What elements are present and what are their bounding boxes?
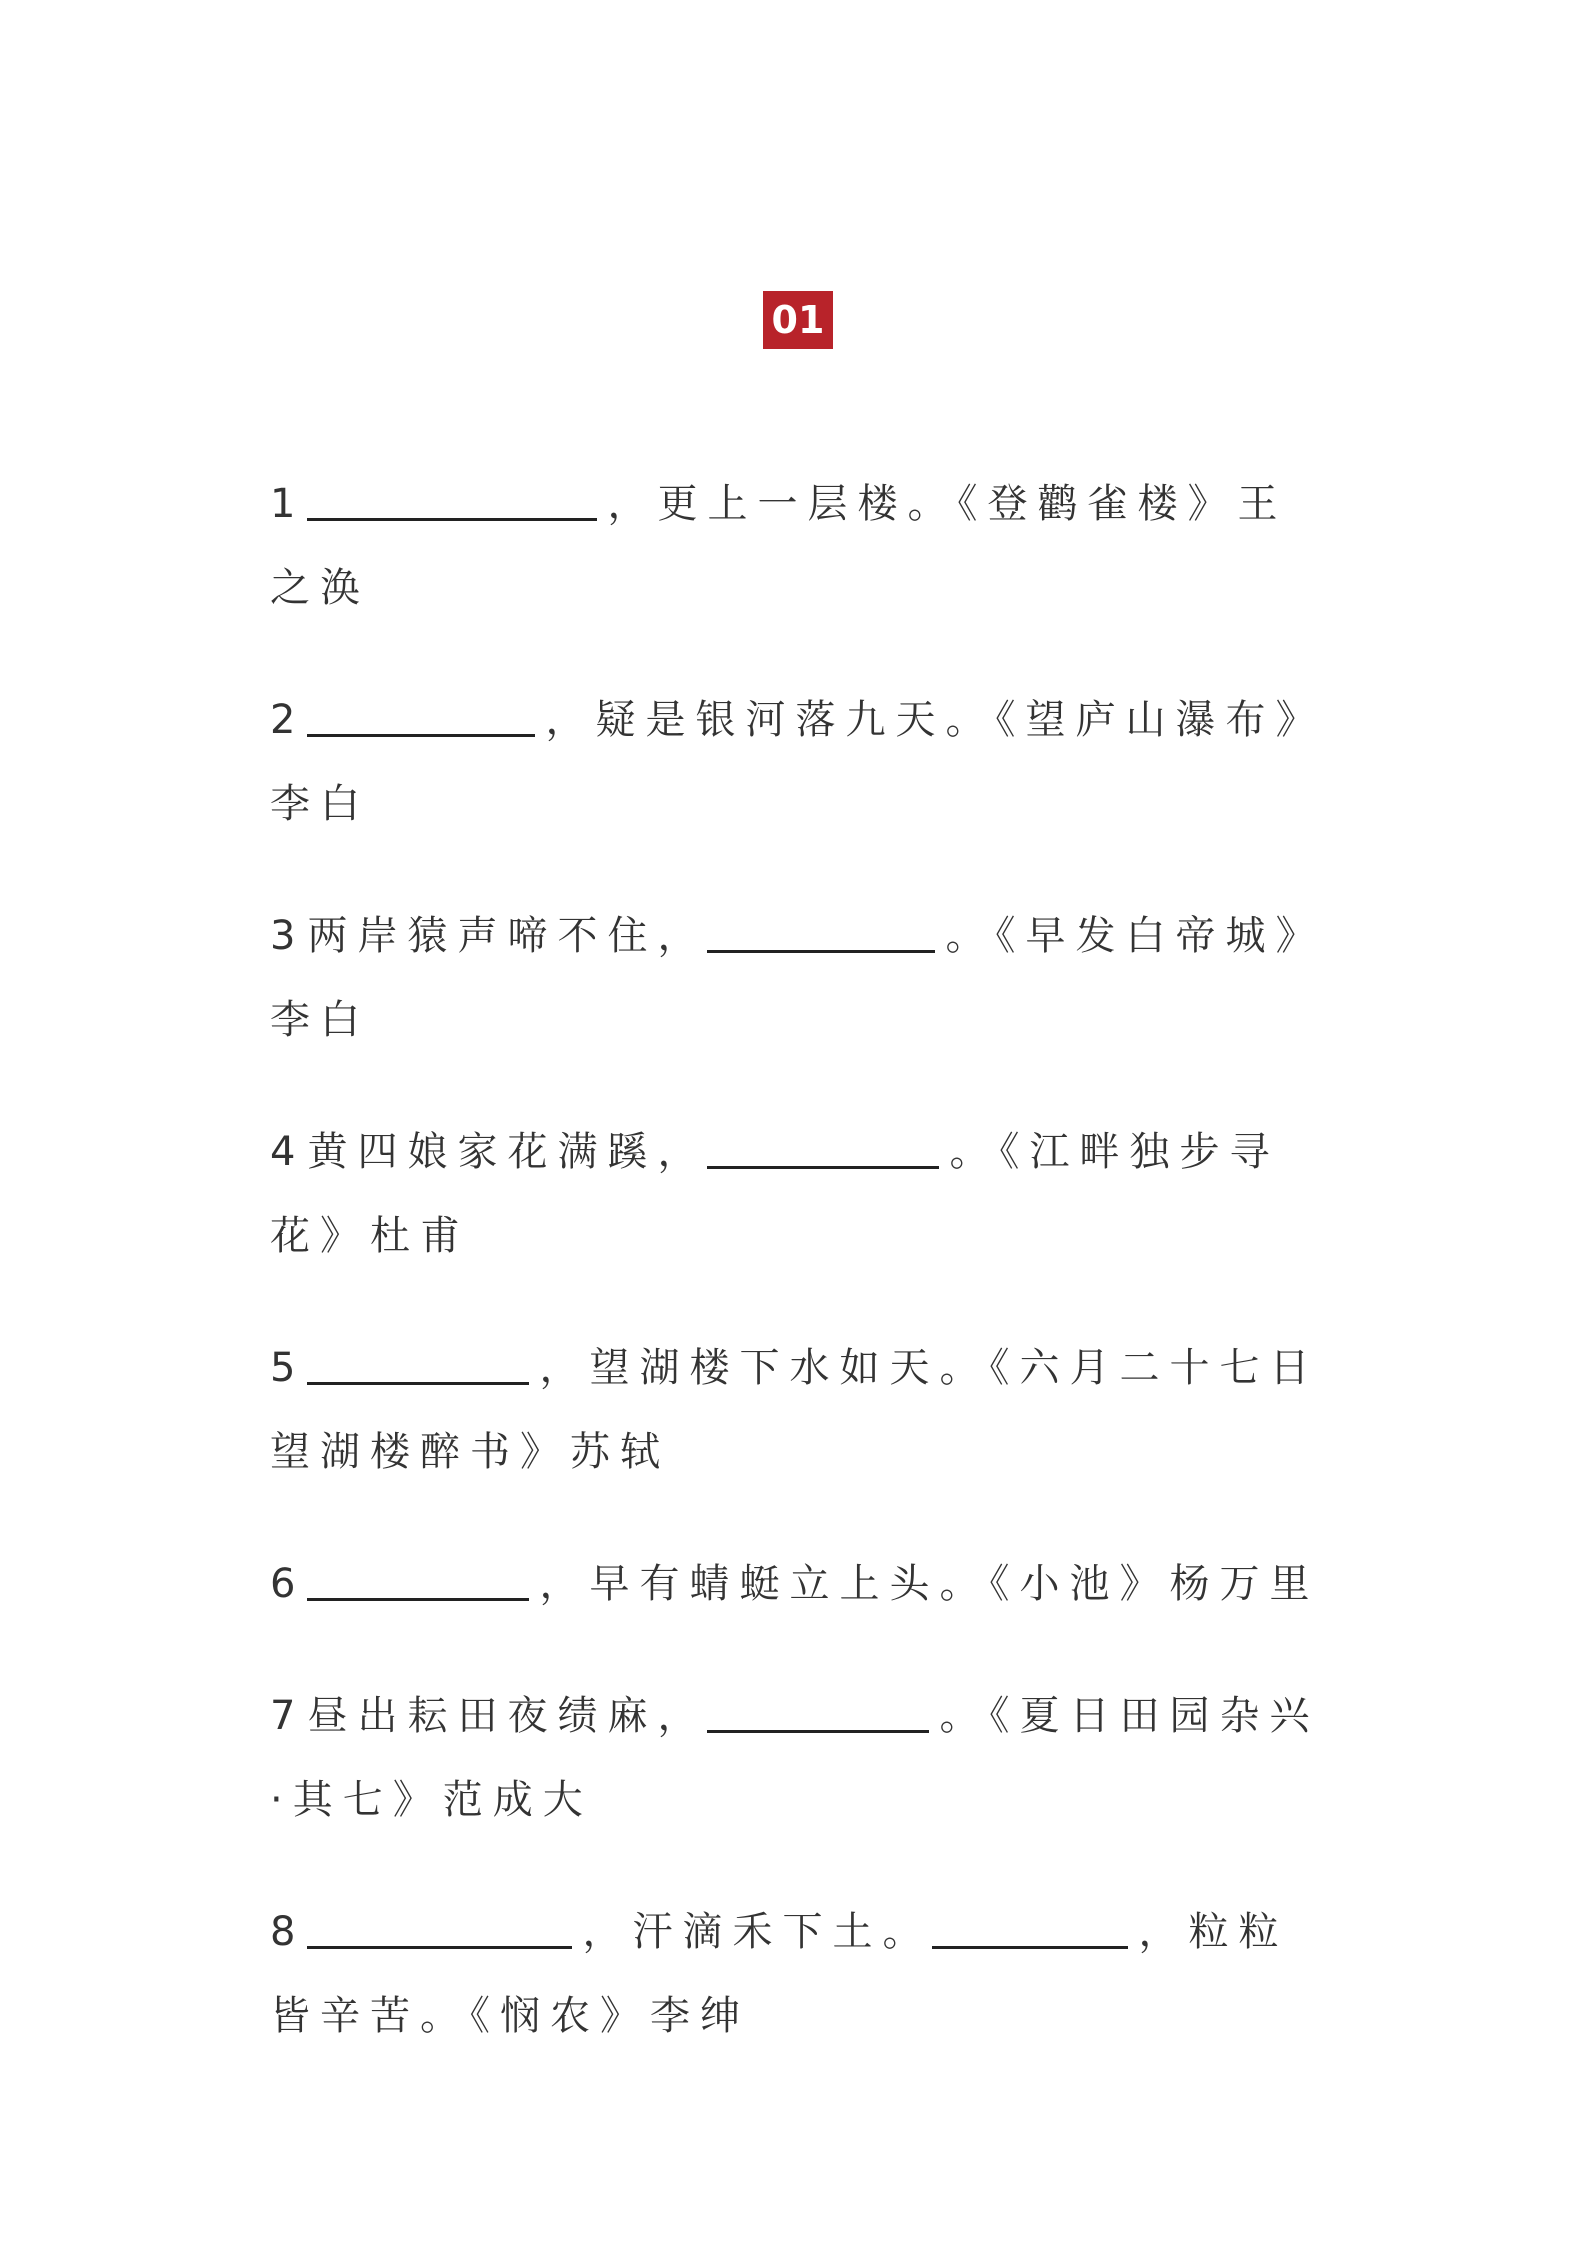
answer-blank[interactable] — [307, 1336, 529, 1385]
list-item — [270, 462, 1330, 630]
item-text: ，疑是银河落九天。《望庐山瀑布》李白 — [270, 697, 1326, 827]
list-item — [270, 1326, 1330, 1494]
list-item — [270, 1890, 1330, 2058]
item-number: 4 — [270, 1129, 296, 1175]
answer-blank[interactable] — [932, 1900, 1128, 1949]
item-text-before: 昼出耘田夜绩麻， — [307, 1693, 708, 1739]
item-number: 1 — [270, 481, 296, 527]
list-item — [270, 1110, 1330, 1278]
item-number: 6 — [270, 1561, 296, 1607]
item-text-before: 黄四娘家花满蹊， — [307, 1129, 708, 1175]
answer-blank[interactable] — [307, 1900, 572, 1949]
item-text: ，汗滴禾下土。 — [582, 1909, 933, 1955]
answer-blank[interactable] — [707, 1684, 929, 1733]
item-number: 8 — [270, 1909, 296, 1955]
item-text: ，望湖楼下水如天。《六月二十七日望湖楼醉书》苏轼 — [270, 1345, 1320, 1475]
item-text: ，更上一层楼。《登鹳雀楼》王之涣 — [270, 481, 1288, 611]
item-number: 5 — [270, 1345, 296, 1391]
item-number: 3 — [270, 913, 296, 959]
item-number: 2 — [270, 697, 296, 743]
answer-blank[interactable] — [707, 1120, 939, 1169]
list-item — [270, 1542, 1330, 1626]
item-text: 。《早发白帝城》李白 — [270, 913, 1326, 1043]
item-text-before: 两岸猿声啼不住， — [307, 913, 708, 959]
answer-blank[interactable] — [307, 688, 535, 737]
answer-blank[interactable] — [707, 904, 935, 953]
list-item — [270, 678, 1330, 846]
poem-fill-list — [270, 462, 1330, 2106]
item-text-after: ，粒粒皆辛苦。《悯农》李绅 — [270, 1909, 1289, 2039]
answer-blank[interactable] — [307, 1552, 529, 1601]
list-item — [270, 1674, 1330, 1842]
item-text: 。《夏日田园杂兴·其七》范成大 — [270, 1693, 1320, 1823]
answer-blank[interactable] — [307, 472, 597, 521]
item-number: 7 — [270, 1693, 296, 1739]
item-text: 。《江畔独步寻花》杜甫 — [270, 1129, 1280, 1259]
section-badge: 01 — [763, 291, 833, 349]
item-text: ，早有蜻蜓立上头。《小池》杨万里 — [539, 1561, 1320, 1607]
list-item — [270, 894, 1330, 1062]
